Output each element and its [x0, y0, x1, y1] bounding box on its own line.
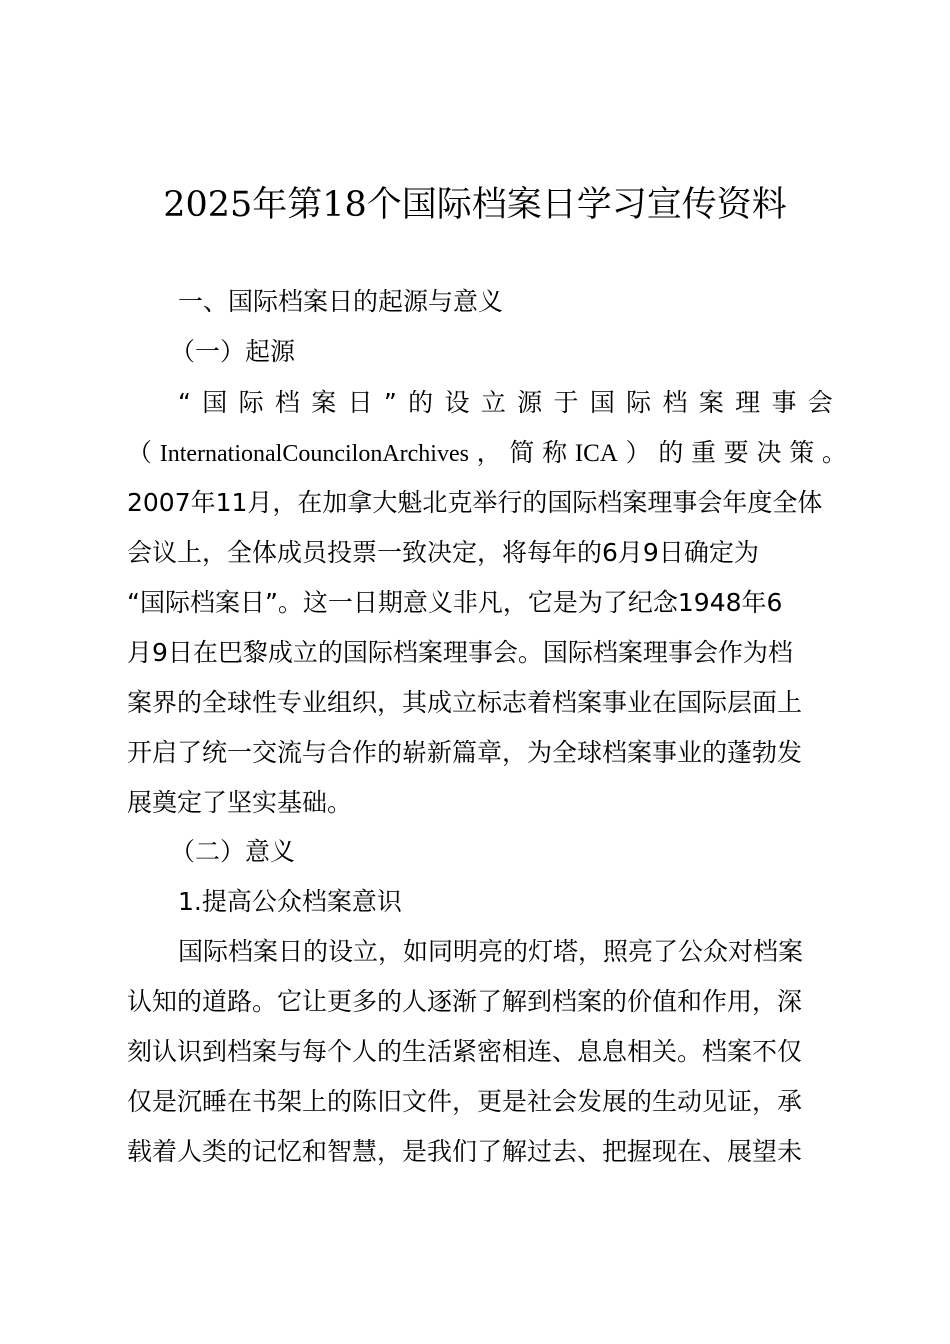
- text-token: ”: [383, 388, 397, 417]
- list-item-heading: 1.提高公众档案意识: [178, 887, 402, 916]
- text-token: 档: [662, 388, 688, 417]
- text-token: 理: [735, 388, 761, 417]
- text-token: 际: [626, 388, 652, 417]
- text-token: 。: [821, 438, 847, 467]
- paragraph-line: [127, 435, 847, 471]
- text-token: 案: [698, 388, 724, 417]
- text-token: 简: [509, 438, 535, 467]
- paragraph-line: 国际档案日的设立，如同明亮的灯塔，照亮了公众对档案: [178, 937, 804, 966]
- text-token: 称: [542, 438, 568, 467]
- document-title: 2025年第18个国际档案日学习宣传资料: [163, 185, 787, 225]
- subsection-heading-origin: （一）起源: [170, 337, 296, 366]
- paragraph-line: 展奠定了坚实基础。: [127, 788, 353, 817]
- paragraph-line: 开启了统一交流与合作的崭新篇章，为全球档案事业的蓬勃发: [127, 738, 803, 767]
- text-token: 决: [756, 438, 782, 467]
- text-token: 国: [589, 388, 615, 417]
- text-token: 际: [238, 388, 264, 417]
- text-token: 重: [691, 438, 717, 467]
- text-token: 档: [274, 388, 300, 417]
- paragraph-line: 认知的道路。它让更多的人逐渐了解到档案的价值和作用，深: [127, 987, 803, 1016]
- text-token: （: [127, 438, 153, 467]
- text-token: 案: [311, 388, 337, 417]
- text-token: 立: [480, 388, 506, 417]
- text-token: 日: [347, 388, 373, 417]
- paragraph-line: 仅是沉睡在书架上的陈旧文件，更是社会发展的生动见证，承: [127, 1087, 803, 1116]
- text-token: 国: [202, 388, 228, 417]
- text-token: 的: [658, 438, 684, 467]
- paragraph-line: 案界的全球性专业组织，其成立标志着档案事业在国际层面上: [127, 688, 803, 717]
- text-token: 要: [723, 438, 749, 467]
- text-token: 事: [771, 388, 797, 417]
- paragraph-line: 2007年11月，在加拿大魁北克举行的国际档案理事会年度全体: [127, 488, 823, 517]
- text-token: 的: [408, 388, 434, 417]
- text-token: ）: [625, 438, 651, 467]
- text-token: ，: [476, 438, 502, 467]
- paragraph-line: 刻认识到档案与每个人的生活紧密相连、息息相关。档案不仅: [127, 1037, 803, 1066]
- text-token: InternationalCouncilonArchives: [159, 441, 469, 467]
- text-token: “: [178, 388, 191, 417]
- paragraph-line: [178, 385, 833, 421]
- paragraph-line: 月9日在巴黎成立的国际档案理事会。国际档案理事会作为档: [127, 638, 793, 667]
- paragraph-line: “国际档案日”。这一日期意义非凡，它是为了纪念1948年6: [127, 588, 783, 617]
- paragraph-line: 会议上，全体成员投票一致决定，将每年的6月9日确定为: [127, 538, 759, 567]
- text-token: 源: [517, 388, 543, 417]
- section-heading: 一、国际档案日的起源与意义: [178, 287, 504, 316]
- text-token: 于: [553, 388, 579, 417]
- text-token: 策: [789, 438, 815, 467]
- text-token: 设: [444, 388, 470, 417]
- paragraph-line: 载着人类的记忆和智慧，是我们了解过去、把握现在、展望未: [127, 1137, 803, 1166]
- text-token: ICA: [574, 440, 618, 467]
- subsection-heading-significance: （二）意义: [170, 837, 296, 866]
- text-token: 会: [807, 388, 833, 417]
